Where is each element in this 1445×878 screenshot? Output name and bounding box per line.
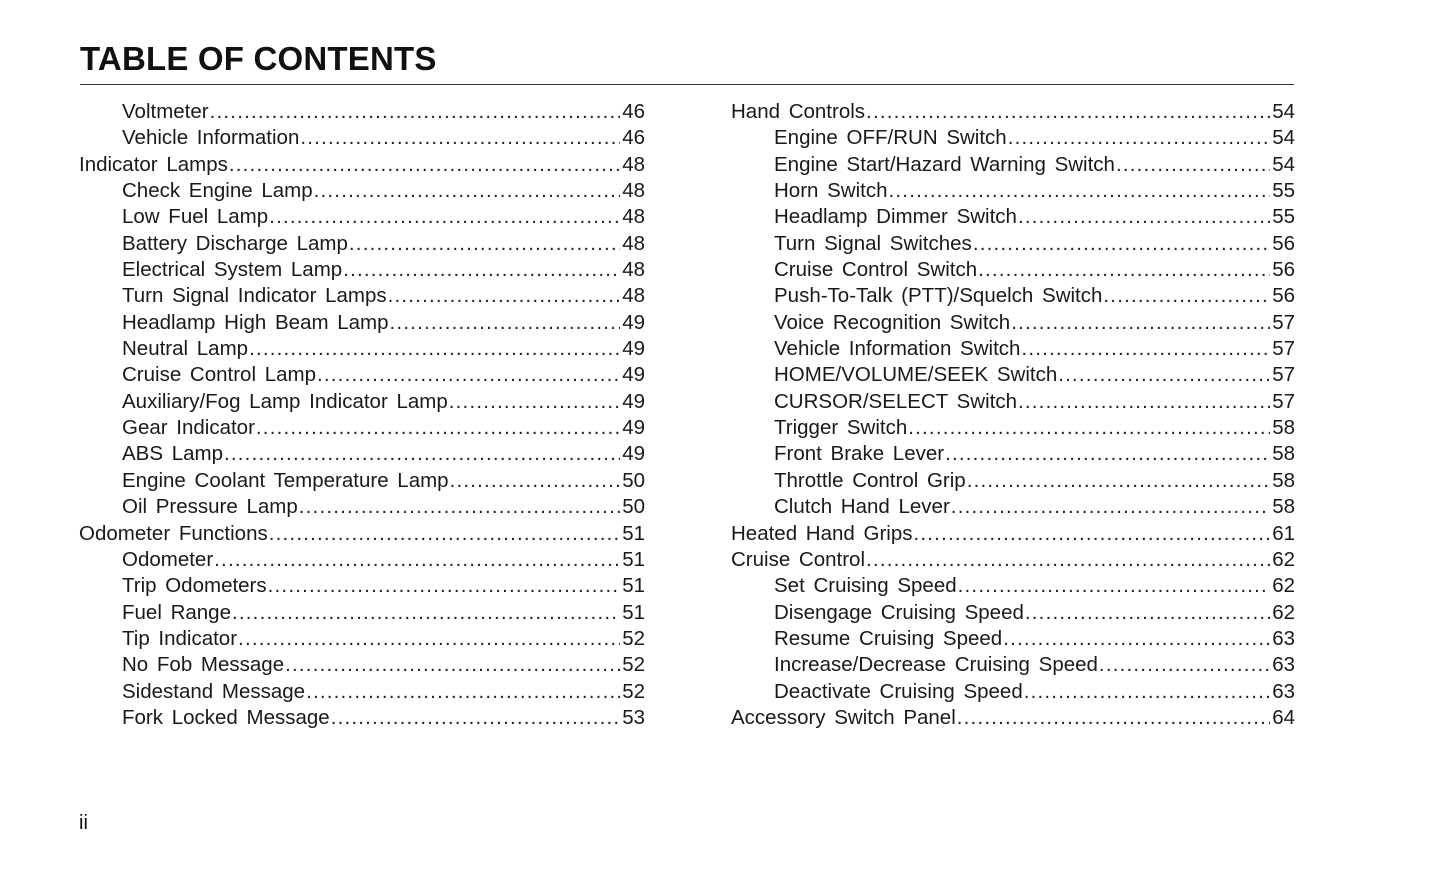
dot-leader [306,679,620,705]
toc-subsection-entry [731,626,1295,652]
toc-subsection-entry [731,231,1295,257]
toc-section-entry [731,547,1295,573]
toc-subsection-entry [79,99,645,125]
toc-subsection-entry [731,415,1295,441]
toc-subsection-entry [79,626,645,652]
dot-leader [388,283,621,309]
toc-entry-page-number: 63 [1272,653,1295,677]
dot-leader [349,231,620,257]
toc-entry-label: Resume Cruising Speed [774,626,1003,650]
toc-entry-page-number: 57 [1272,389,1295,413]
dot-leader [268,573,621,599]
toc-entry-page-number: 46 [622,100,645,123]
toc-subsection-entry [731,679,1295,705]
dot-leader [913,521,1270,547]
toc-column-left [79,99,645,731]
toc-entry-label: Hand Controls [731,100,866,123]
dot-leader [1099,652,1270,678]
dot-leader [1011,310,1270,336]
toc-entry-label: Odometer Functions [79,521,268,545]
toc-entry-page-number: 48 [622,152,645,176]
toc-section-entry [731,521,1295,547]
toc-entry-label: Indicator Lamps [79,152,228,176]
dot-leader [256,415,620,441]
toc-entry-page-number: 49 [622,442,645,466]
dot-leader [889,178,1271,204]
toc-subsection-entry [731,652,1295,678]
dot-leader [1058,362,1270,388]
toc-entry-page-number: 63 [1272,679,1295,703]
toc-entry-page-number: 49 [622,416,645,440]
toc-entry-label: Gear Indicator [122,416,255,440]
toc-entry-page-number: 52 [622,679,645,703]
toc-section-entry [79,521,645,547]
toc-entry-page-number: 51 [622,547,645,571]
toc-entry-page-number: 64 [1272,705,1295,729]
toc-subsection-entry [731,441,1295,467]
toc-subsection-entry [79,441,645,467]
toc-entry-label: Turn Signal Switches [774,231,972,255]
toc-entry-page-number: 48 [622,205,645,229]
toc-entry-label: CURSOR/SELECT Switch [774,389,1017,413]
dot-leader [967,468,1270,494]
toc-entry-page-number: 58 [1272,495,1295,519]
dot-leader [450,468,621,494]
dot-leader [249,336,620,362]
toc-entry-page-number: 62 [1272,600,1295,624]
toc-entry-page-number: 55 [1272,205,1295,229]
toc-entry-page-number: 56 [1272,258,1295,282]
dot-leader [908,415,1270,441]
toc-subsection-entry [731,204,1295,230]
toc-subsection-entry [79,231,645,257]
page-title: TABLE OF CONTENTS [80,40,437,77]
toc-entry-label: Voltmeter [122,100,209,123]
toc-subsection-entry [731,152,1295,178]
dot-leader [945,441,1270,467]
toc-entry-page-number: 48 [622,231,645,255]
dot-leader [978,257,1270,283]
toc-entry-label: Turn Signal Indicator Lamps [122,284,387,308]
toc-entry-page-number: 54 [1272,100,1295,123]
toc-entry-page-number: 57 [1272,363,1295,387]
toc-subsection-entry [79,547,645,573]
toc-entry-page-number: 48 [622,284,645,308]
toc-entry-label: Fuel Range [122,600,231,624]
toc-entry-label: Engine Coolant Temperature Lamp [122,468,449,492]
toc-subsection-entry [79,125,645,151]
toc-entry-page-number: 48 [622,258,645,282]
toc-entry-page-number: 54 [1272,126,1295,150]
toc-entry-label: Increase/Decrease Cruising Speed [774,653,1098,677]
toc-entry-label: Heated Hand Grips [731,521,913,545]
toc-subsection-entry [79,494,645,520]
toc-entry-page-number: 62 [1272,547,1295,571]
toc-subsection-entry [79,362,645,388]
toc-entry-page-number: 56 [1272,284,1295,308]
toc-entry-label: Headlamp High Beam Lamp [122,310,389,334]
toc-subsection-entry [731,310,1295,336]
dot-leader [1116,152,1270,178]
dot-leader [214,547,620,573]
dot-leader [1003,626,1270,652]
toc-subsection-entry [79,310,645,336]
toc-entry-page-number: 51 [622,521,645,545]
dot-leader [314,178,621,204]
toc-entry-page-number: 54 [1272,152,1295,176]
dot-leader [229,152,620,178]
toc-entry-page-number: 58 [1272,416,1295,440]
toc-entry-label: Cruise Control [731,547,866,571]
toc-entry-label: Vehicle Information [122,126,300,150]
toc-subsection-entry [79,204,645,230]
toc-entry-label: Disengage Cruising Speed [774,600,1024,624]
toc-entry-label: Trigger Switch [774,416,908,440]
toc-entry-page-number: 50 [622,468,645,492]
toc-entry-page-number: 57 [1272,310,1295,334]
toc-entry-label: Accessory Switch Panel [731,705,956,729]
dot-leader [1025,600,1270,626]
toc-entry-label: Set Cruising Speed [774,574,957,598]
toc-subsection-entry [731,178,1295,204]
toc-entry-label: Throttle Control Grip [774,468,966,492]
dot-leader [1024,679,1270,705]
toc-entry-label: Fork Locked Message [122,705,330,729]
dot-leader [1103,283,1270,309]
toc-subsection-entry [731,600,1295,626]
dot-leader [958,573,1271,599]
toc-entry-label: Front Brake Lever [774,442,945,466]
dot-leader [951,494,1270,520]
toc-subsection-entry [731,362,1295,388]
dot-leader [224,441,620,467]
toc-section-entry [731,99,1295,125]
toc-entry-page-number: 63 [1272,626,1295,650]
title-divider [80,84,1294,85]
dot-leader [390,310,621,336]
toc-entry-page-number: 49 [622,337,645,361]
toc-entry-label: Odometer [122,547,214,571]
toc-entry-page-number: 49 [622,389,645,413]
toc-subsection-entry [731,573,1295,599]
toc-subsection-entry [731,257,1295,283]
toc-entry-page-number: 52 [622,626,645,650]
toc-section-entry [731,705,1295,731]
toc-entry-label: Tip Indicator [122,626,238,650]
dot-leader [973,231,1270,257]
toc-subsection-entry [79,257,645,283]
toc-subsection-entry [731,468,1295,494]
toc-entry-label: ABS Lamp [122,442,223,466]
toc-entry-label: Deactivate Cruising Speed [774,679,1023,703]
toc-entry-label: Clutch Hand Lever [774,495,950,519]
toc-subsection-entry [79,283,645,309]
toc-entry-label: Oil Pressure Lamp [122,495,298,519]
toc-subsection-entry [79,705,645,731]
toc-subsection-entry [79,415,645,441]
dot-leader [343,257,620,283]
toc-subsection-entry [79,573,645,599]
toc-subsection-entry [79,679,645,705]
toc-entry-page-number: 51 [622,574,645,598]
toc-section-entry [79,152,645,178]
dot-leader [232,600,620,626]
dot-leader [317,362,620,388]
dot-leader [210,99,621,125]
toc-entry-page-number: 57 [1272,337,1295,361]
toc-entry-page-number: 55 [1272,179,1295,203]
toc-entry-label: Sidestand Message [122,679,306,703]
toc-subsection-entry [731,389,1295,415]
dot-leader [299,494,620,520]
dot-leader [1018,389,1270,415]
toc-subsection-entry [731,283,1295,309]
dot-leader [238,626,620,652]
toc-entry-label: Neutral Lamp [122,337,249,361]
dot-leader [449,389,620,415]
dot-leader [300,125,620,151]
toc-entry-label: HOME/VOLUME/SEEK Switch [774,363,1058,387]
dot-leader [1018,204,1270,230]
toc-entry-page-number: 62 [1272,574,1295,598]
dot-leader [331,705,621,731]
toc-entry-page-number: 50 [622,495,645,519]
toc-entry-label: Battery Discharge Lamp [122,231,348,255]
toc-entry-label: Headlamp Dimmer Switch [774,205,1017,229]
toc-entry-label: Trip Odometers [122,574,267,598]
toc-entry-label: Electrical System Lamp [122,258,343,282]
toc-column-right [731,99,1295,731]
toc-entry-label: Engine Start/Hazard Warning Switch [774,152,1115,176]
page-number: ii [79,812,88,834]
toc-entry-label: Low Fuel Lamp [122,205,269,229]
toc-entry-page-number: 49 [622,310,645,334]
toc-subsection-entry [731,336,1295,362]
toc-entry-label: Vehicle Information Switch [774,337,1021,361]
toc-entry-label: No Fob Message [122,653,285,677]
toc-entry-page-number: 58 [1272,468,1295,492]
toc-entry-label: Check Engine Lamp [122,179,313,203]
toc-subsection-entry [79,336,645,362]
dot-leader [866,99,1270,125]
dot-leader [866,547,1270,573]
toc-subsection-entry [79,652,645,678]
toc-subsection-entry [79,178,645,204]
toc-entry-label: Cruise Control Switch [774,258,978,282]
toc-entry-page-number: 58 [1272,442,1295,466]
toc-entry-label: Cruise Control Lamp [122,363,316,387]
toc-entry-page-number: 53 [622,705,645,729]
toc-subsection-entry [79,389,645,415]
toc-entry-page-number: 61 [1272,521,1295,545]
toc-entry-label: Push-To-Talk (PTT)/Squelch Switch [774,284,1103,308]
toc-subsection-entry [731,494,1295,520]
toc-entry-page-number: 46 [622,126,645,150]
toc-entry-label: Engine OFF/RUN Switch [774,126,1007,150]
dot-leader [269,204,620,230]
toc-entry-label: Auxiliary/Fog Lamp Indicator Lamp [122,389,448,413]
toc-subsection-entry [79,468,645,494]
dot-leader [1008,125,1270,151]
toc-entry-label: Horn Switch [774,179,888,203]
dot-leader [1021,336,1270,362]
toc-entry-label: Voice Recognition Switch [774,310,1011,334]
toc-entry-page-number: 56 [1272,231,1295,255]
dot-leader [285,652,620,678]
toc-entry-page-number: 49 [622,363,645,387]
dot-leader [957,705,1270,731]
toc-entry-page-number: 51 [622,600,645,624]
toc-subsection-entry [731,125,1295,151]
toc-entry-page-number: 52 [622,653,645,677]
toc-subsection-entry [79,600,645,626]
dot-leader [269,521,620,547]
toc-entry-page-number: 48 [622,179,645,203]
